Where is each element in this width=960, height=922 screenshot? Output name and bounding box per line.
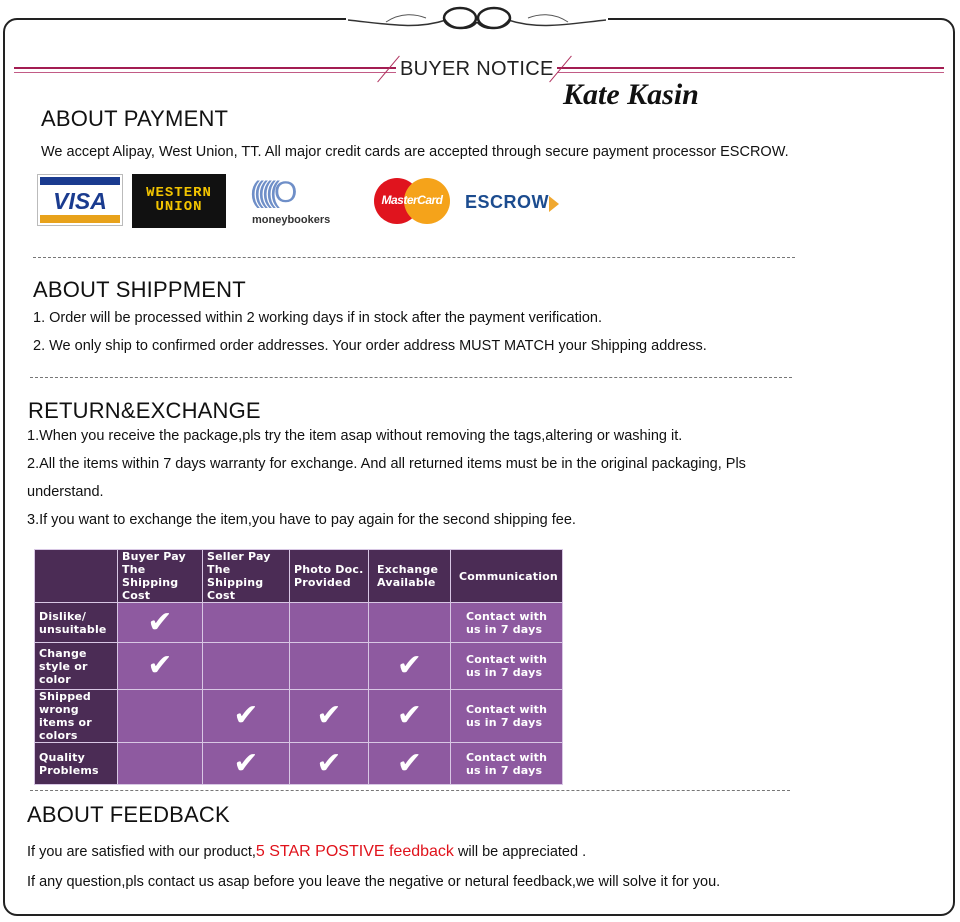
cell-exchange bbox=[369, 643, 451, 690]
table-row bbox=[35, 690, 563, 743]
moneybookers-logo: ((((((O moneybookers bbox=[250, 176, 331, 226]
western-union-logo: WESTERN UNION bbox=[132, 174, 226, 228]
payment-heading: ABOUT PAYMENT bbox=[41, 106, 229, 131]
cell-communication: Contact with us in 7 days bbox=[451, 643, 563, 690]
cell-exchange bbox=[369, 690, 451, 743]
cell-communication: Contact with us in 7 days bbox=[451, 603, 563, 643]
check-icon: ✔ bbox=[233, 745, 259, 781]
returns-heading: RETURN&EXCHANGE bbox=[28, 398, 261, 423]
cell-seller-pay bbox=[203, 743, 290, 785]
table-header-seller-pay: Seller Pay The Shipping Cost bbox=[203, 550, 290, 603]
check-icon: ✔ bbox=[316, 698, 342, 733]
table-row bbox=[35, 603, 563, 643]
returns-line-1: 1.When you receive the package,pls try the item asap without removing the tags,altering or washing it. bbox=[27, 428, 683, 444]
cell-photo-doc bbox=[290, 643, 369, 690]
cell-buyer-pay bbox=[118, 603, 203, 643]
cell-buyer-pay bbox=[118, 643, 203, 690]
table-header-communication: Communication bbox=[451, 550, 563, 603]
row-label: Change style or color bbox=[35, 643, 118, 690]
shipping-line-1: 1. Order will be processed within 2 working days if in stock after the payment verification. bbox=[33, 310, 602, 326]
shipping-heading: ABOUT SHIPPMENT bbox=[33, 277, 246, 302]
header-line-left-thin bbox=[14, 72, 396, 73]
cell-photo-doc bbox=[290, 690, 369, 743]
cell-photo-doc bbox=[290, 603, 369, 643]
check-icon: ✔ bbox=[147, 648, 173, 683]
check-icon: ✔ bbox=[396, 745, 423, 781]
check-icon: ✔ bbox=[316, 745, 342, 781]
divider bbox=[30, 790, 790, 791]
header-line-left bbox=[14, 67, 396, 69]
divider bbox=[33, 257, 795, 258]
divider bbox=[30, 377, 792, 378]
table-row bbox=[35, 643, 563, 690]
cell-seller-pay bbox=[203, 643, 290, 690]
returns-line-2: 2.All the items within 7 days warranty for exchange. And all returned items must be in the original packaging, Pls bbox=[27, 456, 746, 472]
feedback-line-2: If any question,pls contact us asap before you leave the negative or netural feedback,we will solve it for you. bbox=[27, 874, 721, 890]
mastercard-logo: MasterCard bbox=[374, 178, 450, 224]
table-header-row bbox=[35, 550, 563, 603]
cell-buyer-pay bbox=[118, 690, 203, 743]
check-icon: ✔ bbox=[233, 698, 259, 733]
table-header-exchange: Exchange Available bbox=[369, 550, 451, 603]
cell-exchange bbox=[369, 743, 451, 785]
cell-communication: Contact with us in 7 days bbox=[451, 743, 563, 785]
policy-table bbox=[34, 549, 563, 785]
feedback-line-1-pre: If you are satisfied with our product, bbox=[27, 844, 256, 860]
check-icon: ✔ bbox=[396, 648, 423, 683]
signature: Kate Kasin bbox=[563, 78, 699, 111]
header-line-right-thin bbox=[557, 72, 944, 73]
table-row bbox=[35, 743, 563, 785]
payment-text: We accept Alipay, West Union, TT. All major credit cards are accepted through secure payment processor ESCROW. bbox=[41, 144, 789, 160]
table-header-photo-doc: Photo Doc. Provided bbox=[290, 550, 369, 603]
check-icon: ✔ bbox=[147, 604, 173, 640]
header-line-right bbox=[557, 67, 944, 69]
returns-line-3: understand. bbox=[27, 484, 104, 500]
cell-photo-doc bbox=[290, 743, 369, 785]
row-label: Dislike/ unsuitable bbox=[35, 603, 118, 643]
visa-logo: VISA bbox=[37, 174, 123, 226]
returns-line-4: 3.If you want to exchange the item,you have to pay again for the second shipping fee. bbox=[27, 512, 576, 528]
table-header-buyer-pay: Buyer Pay The Shipping Cost bbox=[118, 550, 203, 603]
cell-seller-pay bbox=[203, 603, 290, 643]
escrow-logo: ESCROW bbox=[465, 190, 565, 220]
row-label: Quality Problems bbox=[35, 743, 118, 785]
feedback-highlight: 5 STAR POSTIVE feedback bbox=[255, 843, 454, 860]
table-header-corner bbox=[35, 550, 118, 603]
check-icon: ✔ bbox=[396, 698, 423, 733]
ornament-flourish bbox=[346, 0, 608, 40]
feedback-heading: ABOUT FEEDBACK bbox=[27, 802, 230, 827]
shipping-line-2: 2. We only ship to confirmed order addresses. Your order address MUST MATCH your Shipping address. bbox=[33, 338, 707, 354]
cell-buyer-pay bbox=[118, 743, 203, 785]
cell-communication: Contact with us in 7 days bbox=[451, 690, 563, 743]
row-label: Shipped wrong items or colors bbox=[35, 690, 118, 743]
feedback-line-1-post: will be appreciated . bbox=[453, 844, 587, 860]
cell-seller-pay bbox=[203, 690, 290, 743]
cell-exchange bbox=[369, 603, 451, 643]
buyer-notice-title: BUYER NOTICE bbox=[400, 58, 554, 80]
feedback-line-1 bbox=[27, 843, 586, 861]
